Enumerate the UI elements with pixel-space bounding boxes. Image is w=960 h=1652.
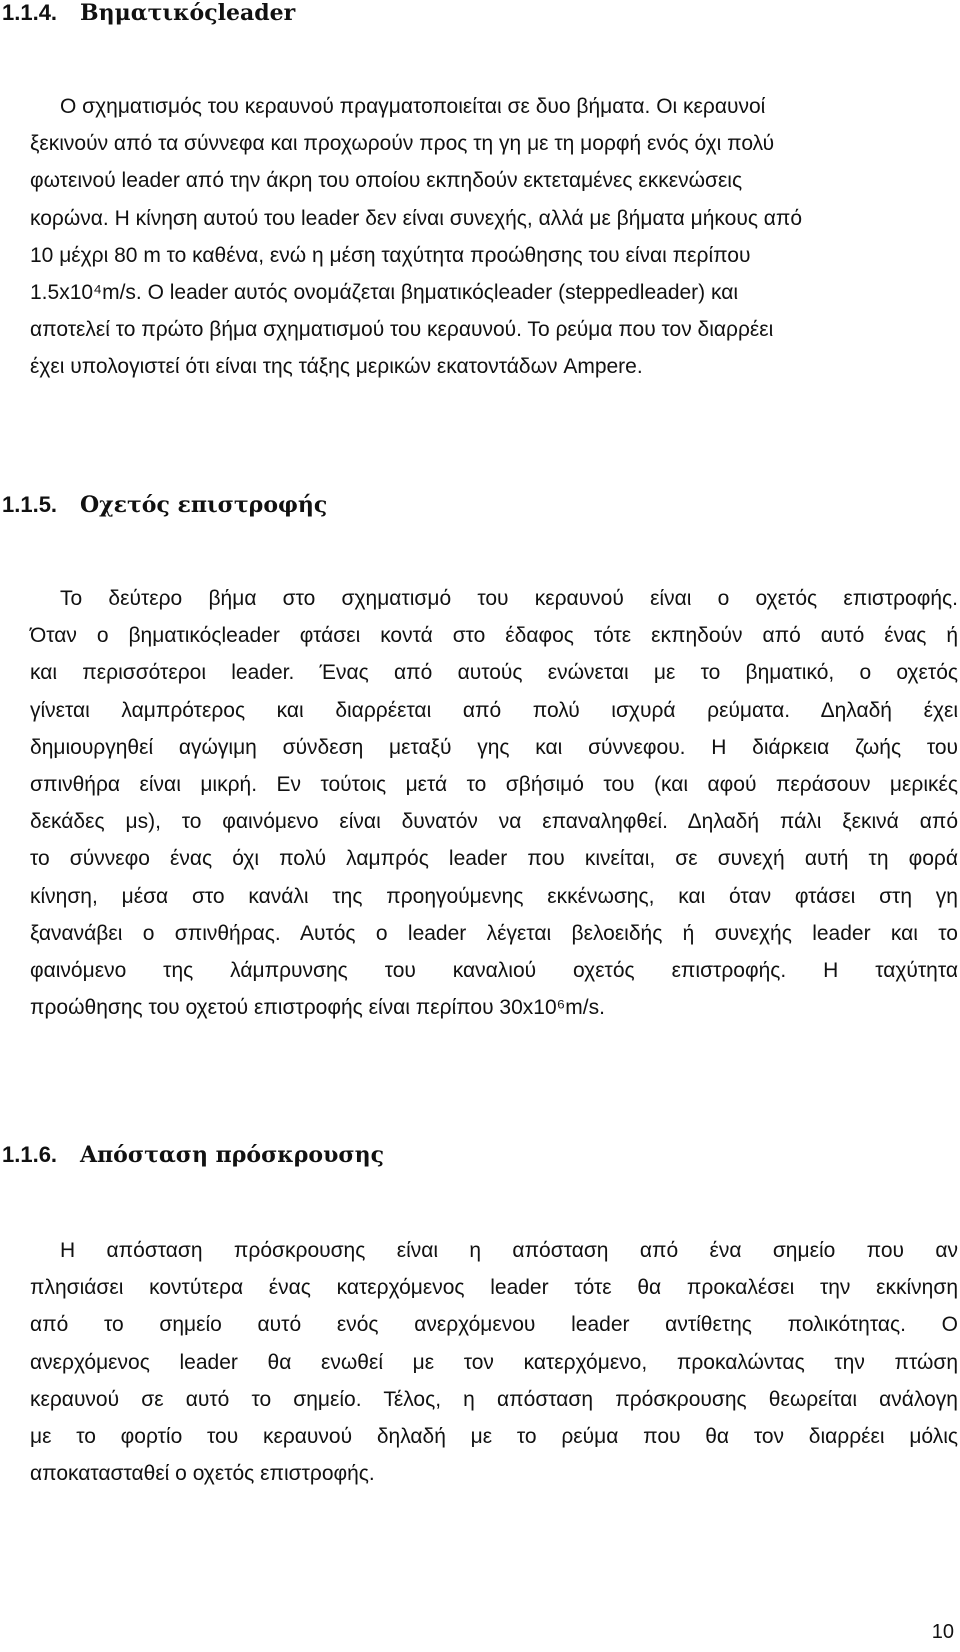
paragraph-line: κεραυνού σε αυτό το σημείο. Τέλος, η απόσταση πρόσκρουσης θεωρείται ανάλογη bbox=[30, 1387, 958, 1411]
paragraph-line: δημιουργηθεί αγώγιμη σύνδεση μεταξύ γης και σύννεφου. Η διάρκεια ζωής του bbox=[30, 735, 958, 759]
paragraph-line: αποτελεί το πρώτο βήμα σχηματισμού του κεραυνού. Το ρεύμα που τον διαρρέει bbox=[30, 318, 774, 342]
page-number: 10 bbox=[931, 1621, 954, 1643]
paragraph-line: κορώνα. Η κίνηση αυτού του leader δεν είναι συνεχής, αλλά με βήματα μήκους από bbox=[30, 206, 803, 230]
paragraph-line: Η απόσταση πρόσκρουσης είναι η απόσταση από ένα σημείο που αν bbox=[60, 1239, 958, 1262]
paragraph-stepped-leader bbox=[30, 88, 958, 386]
paragraph-line: πλησιάσει κοντύτερα ένας κατερχόμενος leader τότε θα προκαλέσει την εκκίνηση bbox=[30, 1276, 958, 1300]
section-title: Απόσταση πρόσκρουσης bbox=[80, 1142, 384, 1168]
paragraph-line: ξανανάβει ο σπινθήρας. Αυτός ο leader λέγεται βελοειδής ή συνεχής leader και το bbox=[30, 921, 958, 945]
section-number: 1.1.4. bbox=[2, 0, 58, 25]
paragraph-line: από το σημείο αυτό ενός ανερχόμενου leader αντίθετης πολικότητας. Ο bbox=[30, 1313, 958, 1337]
section-number: 1.1.6. bbox=[2, 1142, 58, 1167]
paragraph-line: Ο σχηματισμός του κεραυνού πραγματοποιείται σε δυο βήματα. Οι κεραυνοί bbox=[60, 95, 766, 118]
paragraph-line: Το δεύτερο βήμα στο σχηματισμό του κεραυνού είναι ο οχετός επιστροφής. bbox=[60, 587, 958, 610]
paragraph-line: προώθησης του οχετού επιστροφής είναι περίπου 30x10⁶m/s. bbox=[30, 996, 605, 1020]
paragraph-line: 10 μέχρι 80 m το καθένα, ενώ η μέση ταχύτητα προώθησης του είναι περίπου bbox=[30, 243, 751, 267]
paragraph-line: αποκατασταθεί ο οχετός επιστροφής. bbox=[30, 1462, 375, 1486]
paragraph-line: φαινόμενο της λάμπρυνσης του καναλιού οχετός επιστροφής. Η ταχύτητα bbox=[30, 959, 958, 983]
paragraph-line: γίνεται λαμπρότερος και διαρρέεται από πολύ ισχυρά ρεύματα. Δηλαδή έχει bbox=[30, 698, 958, 722]
section-number: 1.1.5. bbox=[2, 492, 58, 517]
section-heading-1-1-4 bbox=[2, 0, 295, 26]
section-title: Βηματικόςleader bbox=[80, 0, 296, 26]
section-heading-1-1-5 bbox=[2, 492, 327, 518]
paragraph-line: και περισσότεροι leader. Ένας από αυτούς ενώνεται με το βηματικό, ο οχετός bbox=[30, 661, 958, 685]
paragraph-return-stroke bbox=[30, 580, 958, 1026]
paragraph-striking-distance bbox=[30, 1232, 958, 1492]
paragraph-line: Όταν ο βηματικόςleader φτάσει κοντά στο έδαφος τότε εκπηδούν από αυτό ένας ή bbox=[30, 624, 958, 648]
paragraph-line: με το φορτίο του κεραυνού δηλαδή με το ρεύμα που θα τον διαρρέει μόλις bbox=[30, 1425, 958, 1449]
paragraph-line: δεκάδες μs), το φαινόμενο είναι δυνατόν να επαναληφθεί. Δηλαδή πάλι ξεκινά από bbox=[30, 810, 958, 834]
paragraph-line: σπινθήρα είναι μικρή. Εν τούτοις μετά το σβήσιμό του (και αφού περάσουν μερικές bbox=[30, 773, 958, 797]
paragraph-line: έχει υπολογιστεί ότι είναι της τάξης μερικών εκατοντάδων Ampere. bbox=[30, 355, 643, 379]
section-heading-1-1-6 bbox=[2, 1142, 384, 1168]
paragraph-line: φωτεινού leader από την άκρη του οποίου εκπηδούν εκτεταμένες εκκενώσεις bbox=[30, 169, 743, 193]
paragraph-line: κίνηση, μέσα στο κανάλι της προηγούμενης εκκένωσης, και όταν φτάσει στη γη bbox=[30, 884, 958, 908]
section-title: Οχετός επιστροφής bbox=[80, 492, 328, 518]
paragraph-line: το σύννεφο ένας όχι πολύ λαμπρός leader που κινείται, σε συνεχή αυτή τη φορά bbox=[30, 847, 958, 871]
paragraph-line: ξεκινούν από τα σύννεφα και προχωρούν προς τη γη με τη μορφή ενός όχι πολύ bbox=[30, 132, 775, 156]
paragraph-line: 1.5x10⁴m/s. Ο leader αυτός ονομάζεται βηματικόςleader (steppedleader) και bbox=[30, 281, 739, 305]
paragraph-line: ανερχόμενος leader θα ενωθεί με τον κατερχόμενο, προκαλώντας την πτώση bbox=[30, 1350, 958, 1374]
